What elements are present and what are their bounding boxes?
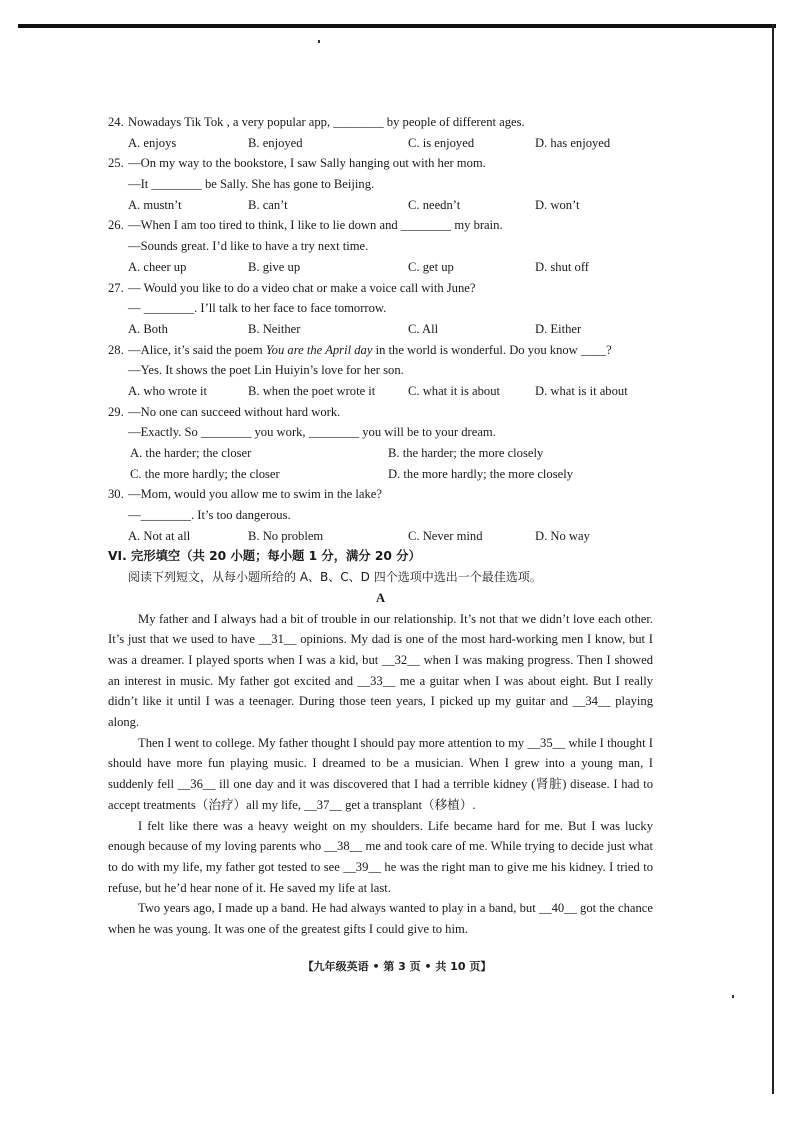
- question-text: —Mom, would you allow me to swim in the lake?: [128, 487, 382, 502]
- option-d: D. has enjoyed: [535, 135, 611, 150]
- option-b: B. the harder; the more closely: [388, 446, 544, 460]
- option-c: C. Never mind: [408, 528, 483, 543]
- option-c: C. is enjoyed: [408, 135, 475, 150]
- option-d: D. won’t: [535, 197, 580, 212]
- option-a: A. Both: [128, 321, 168, 336]
- question-28: [108, 340, 653, 361]
- option-a: A. enjoys: [128, 135, 177, 150]
- option-b: B. when the poet wrote it: [248, 383, 376, 398]
- question-26: [108, 215, 653, 236]
- option-d: D. what is it about: [535, 383, 628, 398]
- question-text: —________. It’s too dangerous.: [128, 508, 291, 523]
- options-24: [108, 133, 653, 154]
- option-b: B. give up: [248, 259, 301, 274]
- option-b: B. can’t: [248, 197, 288, 212]
- question-28-reply: [108, 360, 653, 381]
- passage-paragraph-3: I felt like there was a heavy weight on my shoulders. Life became hard for me. But I was lucky enough because of my loving parents who __38__ me and took care of me. While trying to decide just what to do with my life, my father got tested to see __39__ he was the right man to give me his kidney. I tried to refuse, but he’d hear none of it. He saved my life at last.: [108, 818, 653, 895]
- question-text: —Exactly. So ________ you work, ________ you will be to your dream.: [128, 425, 496, 440]
- option-b: B. enjoyed: [248, 135, 303, 150]
- options-27: [108, 319, 653, 340]
- question-number: 24.: [108, 115, 124, 129]
- options-29-ab: [108, 443, 653, 464]
- question-25-reply: [108, 174, 653, 195]
- question-text: —It ________ be Sally. She has gone to Beijing.: [128, 177, 375, 192]
- section-instruction: 阅读下列短文，从每小题所给的 A、B、C、D 四个选项中选出一个最佳选项。: [128, 570, 542, 585]
- option-c: C. what it is about: [408, 383, 500, 398]
- scan-top-border: [18, 24, 776, 28]
- option-b: B. Neither: [248, 321, 301, 336]
- exam-page-content: [108, 112, 653, 940]
- passage-title: A: [375, 590, 386, 605]
- option-d: D. shut off: [535, 259, 589, 274]
- scan-right-border: [772, 24, 774, 1094]
- options-26: [108, 257, 653, 278]
- option-b: B. No problem: [248, 528, 324, 543]
- question-number: 30.: [108, 487, 124, 502]
- question-24: [108, 112, 653, 133]
- option-a: A. the harder; the closer: [130, 446, 252, 460]
- section-title: VI. 完形填空（共 20 小题；每小题 1 分，满分 20 分）: [108, 549, 421, 564]
- question-text-part: in the world is wonderful. Do you know ____?: [375, 342, 612, 357]
- option-c: C. needn’t: [408, 197, 461, 212]
- option-d: D. the more hardly; the more closely: [388, 466, 574, 481]
- options-30: [108, 526, 653, 547]
- options-29-cd: [108, 464, 653, 485]
- option-a: A. Not at all: [128, 528, 191, 543]
- scan-speck: [732, 995, 734, 998]
- question-text: —When I am too tired to think, I like to lie down and ________ my brain.: [128, 218, 503, 233]
- question-27-reply: [108, 298, 653, 319]
- passage-paragraph-1: My father and I always had a bit of trouble in our relationship. It’s not that we didn’t love each other. It’s just that we used to have __31__ opinions. My dad is one of the most hard-working men I know, but I was a dreamer. I played sports when I was a kid, but __32__ when I was making progress. Then I showed an interest in music. My father got excited and __33__ me a guitar when I was about eight. But I really didn’t like it until I was a teenager. During those teen years, I picked up my guitar and __34__ playing along.: [108, 611, 653, 730]
- question-text: —No one can succeed without hard work.: [128, 404, 341, 419]
- question-27: [108, 278, 653, 299]
- question-text: —Sounds great. I’d like to have a try next time.: [128, 239, 369, 254]
- poem-title: You are the April day: [265, 342, 373, 357]
- option-a: A. mustn’t: [128, 197, 182, 212]
- option-a: A. who wrote it: [128, 383, 208, 398]
- question-number: 28.: [108, 342, 124, 357]
- question-25: [108, 153, 653, 174]
- question-text: — ________. I’ll talk to her face to face tomorrow.: [128, 301, 387, 316]
- page-footer: 【九年级英语 • 第 3 页 • 共 10 页】: [302, 960, 492, 973]
- question-number: 25.: [108, 156, 124, 171]
- question-number: 26.: [108, 218, 124, 233]
- option-a: A. cheer up: [128, 259, 187, 274]
- question-text: [128, 340, 612, 361]
- passage-paragraph-2: Then I went to college. My father thought I should pay more attention to my __35__ while I thought I should have more fun playing music. I dreamed to be a musician. When I grew into a young man, I suddenly fell __36__ ill one day and it was discovered that I had a terrible kidney (肾脏) disease. I had to accept treatments（治疗）all my life, __37__ get a transplant（移植）.: [108, 735, 653, 812]
- question-26-reply: [108, 236, 653, 257]
- scan-speck: [318, 40, 320, 43]
- option-c: C. All: [408, 321, 439, 336]
- option-c: C. the more hardly; the closer: [130, 466, 280, 481]
- question-text-part: —Alice, it’s said the poem: [128, 342, 263, 357]
- option-c: C. get up: [408, 259, 454, 274]
- question-number: 29.: [108, 404, 124, 419]
- question-29-reply: [108, 422, 653, 443]
- question-text: — Would you like to do a video chat or make a voice call with June?: [128, 280, 476, 295]
- question-30-reply: [108, 505, 653, 526]
- passage-paragraph-4: Two years ago, I made up a band. He had always wanted to play in a band, but __40__ got the chance when he was young. It was one of the greatest gifts I could give to him.: [108, 901, 653, 937]
- question-29: [108, 402, 653, 423]
- options-25: [108, 195, 653, 216]
- question-30: [108, 484, 653, 505]
- question-number: 27.: [108, 280, 124, 295]
- question-text: —Yes. It shows the poet Lin Huiyin’s love for her son.: [128, 363, 404, 378]
- option-d: D. Either: [535, 321, 582, 336]
- options-28: [108, 381, 653, 402]
- option-d: D. No way: [535, 528, 590, 543]
- question-text: Nowadays Tik Tok , a very popular app, ________ by people of different ages.: [128, 115, 525, 129]
- question-text: —On my way to the bookstore, I saw Sally hanging out with her mom.: [128, 156, 486, 171]
